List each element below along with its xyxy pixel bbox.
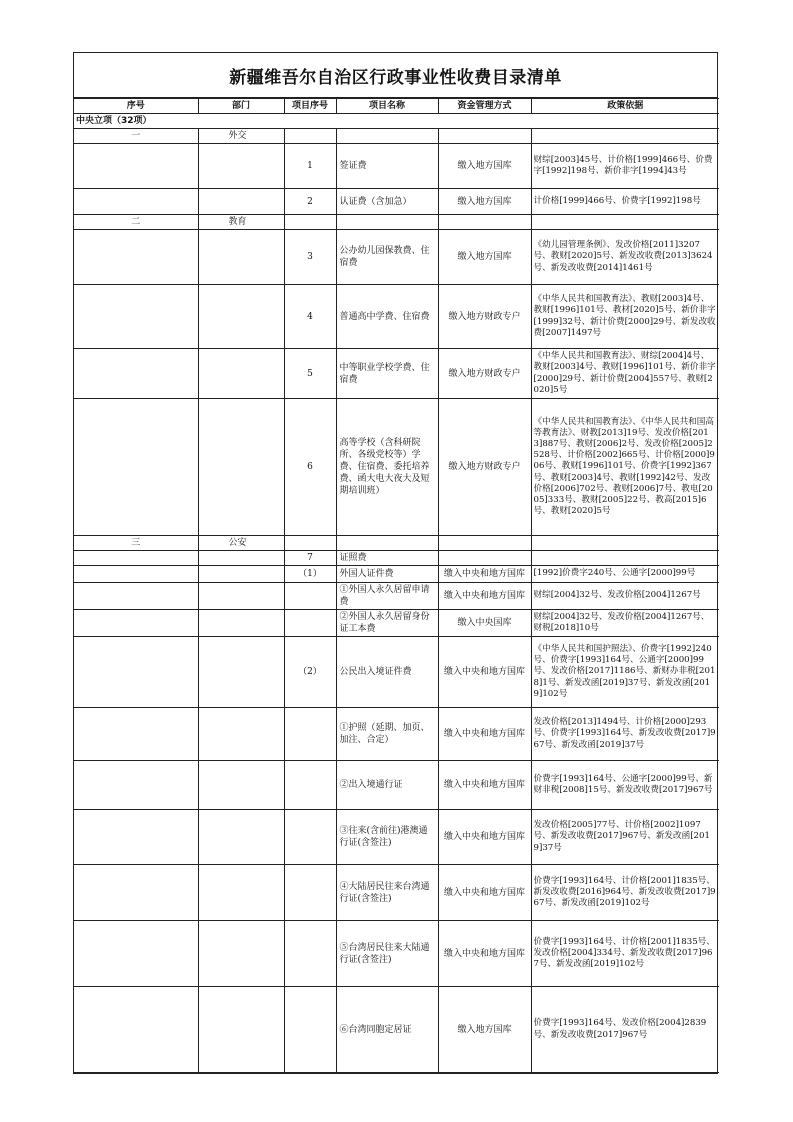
row-item-name: ②出入境通行证 [336,761,438,810]
row-item-name: ①护照（延期、加页、加注、合定） [336,708,438,761]
row-dept: 公安 [198,536,284,551]
row-item-seq [284,610,336,637]
row-dept [198,708,284,761]
row-policy: 《中华人民共和国教育法》、财综[2004]4号、教财[2003]4号、教财[1996]101号、新价非字[2000]29号、新计价费[2004]557号、教财[2020]5号 [531,349,719,399]
row-seq [74,230,198,285]
header-item-name: 项目名称 [336,99,438,114]
table-row [74,399,719,536]
row-policy [531,215,719,230]
row-dept [198,144,284,189]
row-item-seq [284,708,336,761]
row-seq: 一 [74,129,198,144]
row-fund-mgmt: 缴入中央和地方国库 [438,865,531,921]
row-seq [74,285,198,349]
row-seq [74,810,198,865]
table-row [74,761,719,810]
row-seq [74,551,198,566]
row-dept [198,551,284,566]
table-row [74,551,719,566]
row-item-seq [284,865,336,921]
row-item-seq [284,761,336,810]
row-policy: 《中华人民共和国教育法》、教财[2003]4号、教财[1996]101号、教材[2020]5号、新价非字[1999]32号、新计价费[2000]29号、新发改收费[2007]1497号 [531,285,719,349]
row-seq [74,144,198,189]
row-seq [74,610,198,637]
row-item-name [336,536,438,551]
row-policy: 《幼儿园管理条例》、发改价格[2011]3207号、教财[2020]5号、新发改收费[2013]3624号、新发改收费[2014]1461号 [531,230,719,285]
row-seq [74,987,198,1073]
row-policy [531,536,719,551]
row-item-seq: 6 [284,399,336,536]
row-item-seq [284,215,336,230]
row-dept [198,761,284,810]
row-item-seq [284,921,336,987]
row-item-seq: （1） [284,566,336,583]
row-fund-mgmt: 缴入地方财政专户 [438,349,531,399]
table-row [74,921,719,987]
fee-table [74,98,719,1073]
row-fund-mgmt: 缴入中央和地方国库 [438,761,531,810]
row-seq [74,708,198,761]
row-item-name: 高等学校（含科研院所、各级党校等）学费、住宿费、委托培养费、函大电大夜大及短期培训班） [336,399,438,536]
row-item-name: 普通高中学费、住宿费 [336,285,438,349]
row-fund-mgmt: 缴入地方国库 [438,144,531,189]
row-fund-mgmt: 缴入地方国库 [438,987,531,1073]
row-dept [198,399,284,536]
row-seq [74,865,198,921]
row-seq [74,189,198,215]
row-dept [198,566,284,583]
table-row [74,708,719,761]
row-seq [74,761,198,810]
header-fund-mgmt: 资金管理方式 [438,99,531,114]
row-fund-mgmt [438,129,531,144]
table-row [74,566,719,583]
table-row [74,189,719,215]
table-row [74,583,719,610]
row-item-seq: （2） [284,637,336,708]
row-fund-mgmt: 缴入中央和地方国库 [438,708,531,761]
document-title: 新疆维吾尔自治区行政事业性收费目录清单 [74,53,717,98]
row-item-seq [284,129,336,144]
row-policy: 发改价格[2005]77号、计价格[2002]1097号、新发改收费[2017]967号、新发改函[2019]37号 [531,810,719,865]
row-item-name: ①外国人永久居留申请费 [336,583,438,610]
row-policy: 财综[2004]32号、发改价格[2004]1267号、财税[2018]10号 [531,610,719,637]
row-item-name [336,129,438,144]
row-fund-mgmt: 缴入中央和地方国库 [438,566,531,583]
row-fund-mgmt: 缴入地方财政专户 [438,399,531,536]
header-policy: 政策依据 [531,99,719,114]
row-fund-mgmt: 缴入地方国库 [438,189,531,215]
row-dept [198,637,284,708]
row-policy: 财综[2003]45号、计价格[1999]466号、价费字[1992]198号、新价非字[1994]43号 [531,144,719,189]
row-policy [531,129,719,144]
row-dept [198,230,284,285]
table-header-row [74,99,719,114]
row-policy: 价费字[1993]164号、发改价格[2004]2839号、新发改收费[2017]967号 [531,987,719,1073]
row-policy: 价费字[1993]164号、计价格[2001]1835号、发改价格[2004]334号、新发改收费[2017]967号、新发改函[2019]102号 [531,921,719,987]
table-row [74,285,719,349]
row-policy: 计价格[1999]466号、价费字[1992]198号 [531,189,719,215]
row-item-seq [284,583,336,610]
row-item-name: 认证费（含加急） [336,189,438,215]
row-fund-mgmt: 缴入中央和地方国库 [438,583,531,610]
row-item-name: ⑥台湾同胞定居证 [336,987,438,1073]
row-dept [198,865,284,921]
row-item-name: 中等职业学校学费、住宿费 [336,349,438,399]
header-dept: 部门 [198,99,284,114]
table-row [74,144,719,189]
row-fund-mgmt: 缴入中央和地方国库 [438,637,531,708]
row-dept [198,583,284,610]
row-dept: 外交 [198,129,284,144]
table-row [74,349,719,399]
row-policy: 《中华人民共和国教育法》、《中华人民共和国高等教育法》、财教[2013]19号、发改价格[2013]887号、教财[2006]2号、发改价格[2005]2528号、计价格[2002]665号、计价格[2000]906号、教财[1996]101号、价费字[1992]367号、教财[2003]4号、教财[1992]42号、发改价格[2006]702号、教财[2006]7号、教电[2005]333号、教财[2005]22号、教高[2015]6号、教财[2020]5号 [531,399,719,536]
row-fund-mgmt: 缴入中央国库 [438,610,531,637]
row-dept [198,610,284,637]
table-row [74,536,719,551]
row-seq [74,921,198,987]
row-item-seq [284,810,336,865]
row-item-seq: 2 [284,189,336,215]
row-item-seq: 4 [284,285,336,349]
table-row [74,215,719,230]
table-row [74,865,719,921]
row-fund-mgmt [438,215,531,230]
row-fund-mgmt: 缴入地方财政专户 [438,285,531,349]
section-row-central [74,114,719,129]
fee-catalog-sheet [73,52,718,1074]
table-row [74,810,719,865]
row-dept [198,189,284,215]
row-item-name: 签证费 [336,144,438,189]
row-policy [531,551,719,566]
header-item-seq: 项目序号 [284,99,336,114]
section-label: 中央立项（32项） [74,114,719,129]
row-dept [198,987,284,1073]
row-seq [74,399,198,536]
row-item-name: ⑤台湾居民往来大陆通行证(含签注) [336,921,438,987]
row-policy: [1992]价费字240号、公通字[2000]99号 [531,566,719,583]
row-fund-mgmt: 缴入中央和地方国库 [438,921,531,987]
row-item-name: 外国人证件费 [336,566,438,583]
row-item-seq: 1 [284,144,336,189]
row-fund-mgmt: 缴入中央和地方国库 [438,810,531,865]
row-dept: 教育 [198,215,284,230]
row-item-name: ②外国人永久居留身份证工本费 [336,610,438,637]
row-seq [74,637,198,708]
row-item-seq: 7 [284,551,336,566]
row-item-name: 公办幼儿园保教费、住宿费 [336,230,438,285]
row-policy: 财综[2004]32号、发改价格[2004]1267号 [531,583,719,610]
row-dept [198,921,284,987]
row-item-seq: 5 [284,349,336,399]
row-item-seq: 3 [284,230,336,285]
row-policy: 价费字[1993]164号、计价格[2001]1835号、新发改收费[2016]964号、新发改收费[2017]967号、新发改函[2019]102号 [531,865,719,921]
row-dept [198,285,284,349]
row-dept [198,810,284,865]
header-seq: 序号 [74,99,198,114]
row-seq [74,349,198,399]
row-item-seq [284,987,336,1073]
table-row [74,637,719,708]
row-item-seq [284,536,336,551]
row-seq [74,566,198,583]
table-row [74,129,719,144]
row-dept [198,349,284,399]
row-seq [74,583,198,610]
row-policy: 价费字[1993]164号、公通字[2000]99号、新财非税[2008]15号、新发改收费[2017]967号 [531,761,719,810]
row-seq: 二 [74,215,198,230]
row-policy: 《中华人民共和国护照法》、价费字[1992]240号、价费字[1993]164号、公通字[2000]99号、发改价格[2017]1186号、新财办非税[2018]1号、新发改函[2019]37号、新发改函[2019]102号 [531,637,719,708]
table-row [74,230,719,285]
row-item-name: ④大陆居民往来台湾通行证(含签注) [336,865,438,921]
row-fund-mgmt [438,551,531,566]
row-fund-mgmt: 缴入地方国库 [438,230,531,285]
row-seq: 三 [74,536,198,551]
row-policy: 发改价格[2013]1494号、计价格[2000]293号、价费字[1993]164号、新发改收费[2017]967号、新发改函[2019]37号 [531,708,719,761]
row-item-name: ③往来(含前往)港澳通行证(含签注) [336,810,438,865]
row-item-name: 证照费 [336,551,438,566]
row-item-name [336,215,438,230]
row-item-name: 公民出入境证件费 [336,637,438,708]
table-row [74,987,719,1073]
row-fund-mgmt [438,536,531,551]
table-row [74,610,719,637]
